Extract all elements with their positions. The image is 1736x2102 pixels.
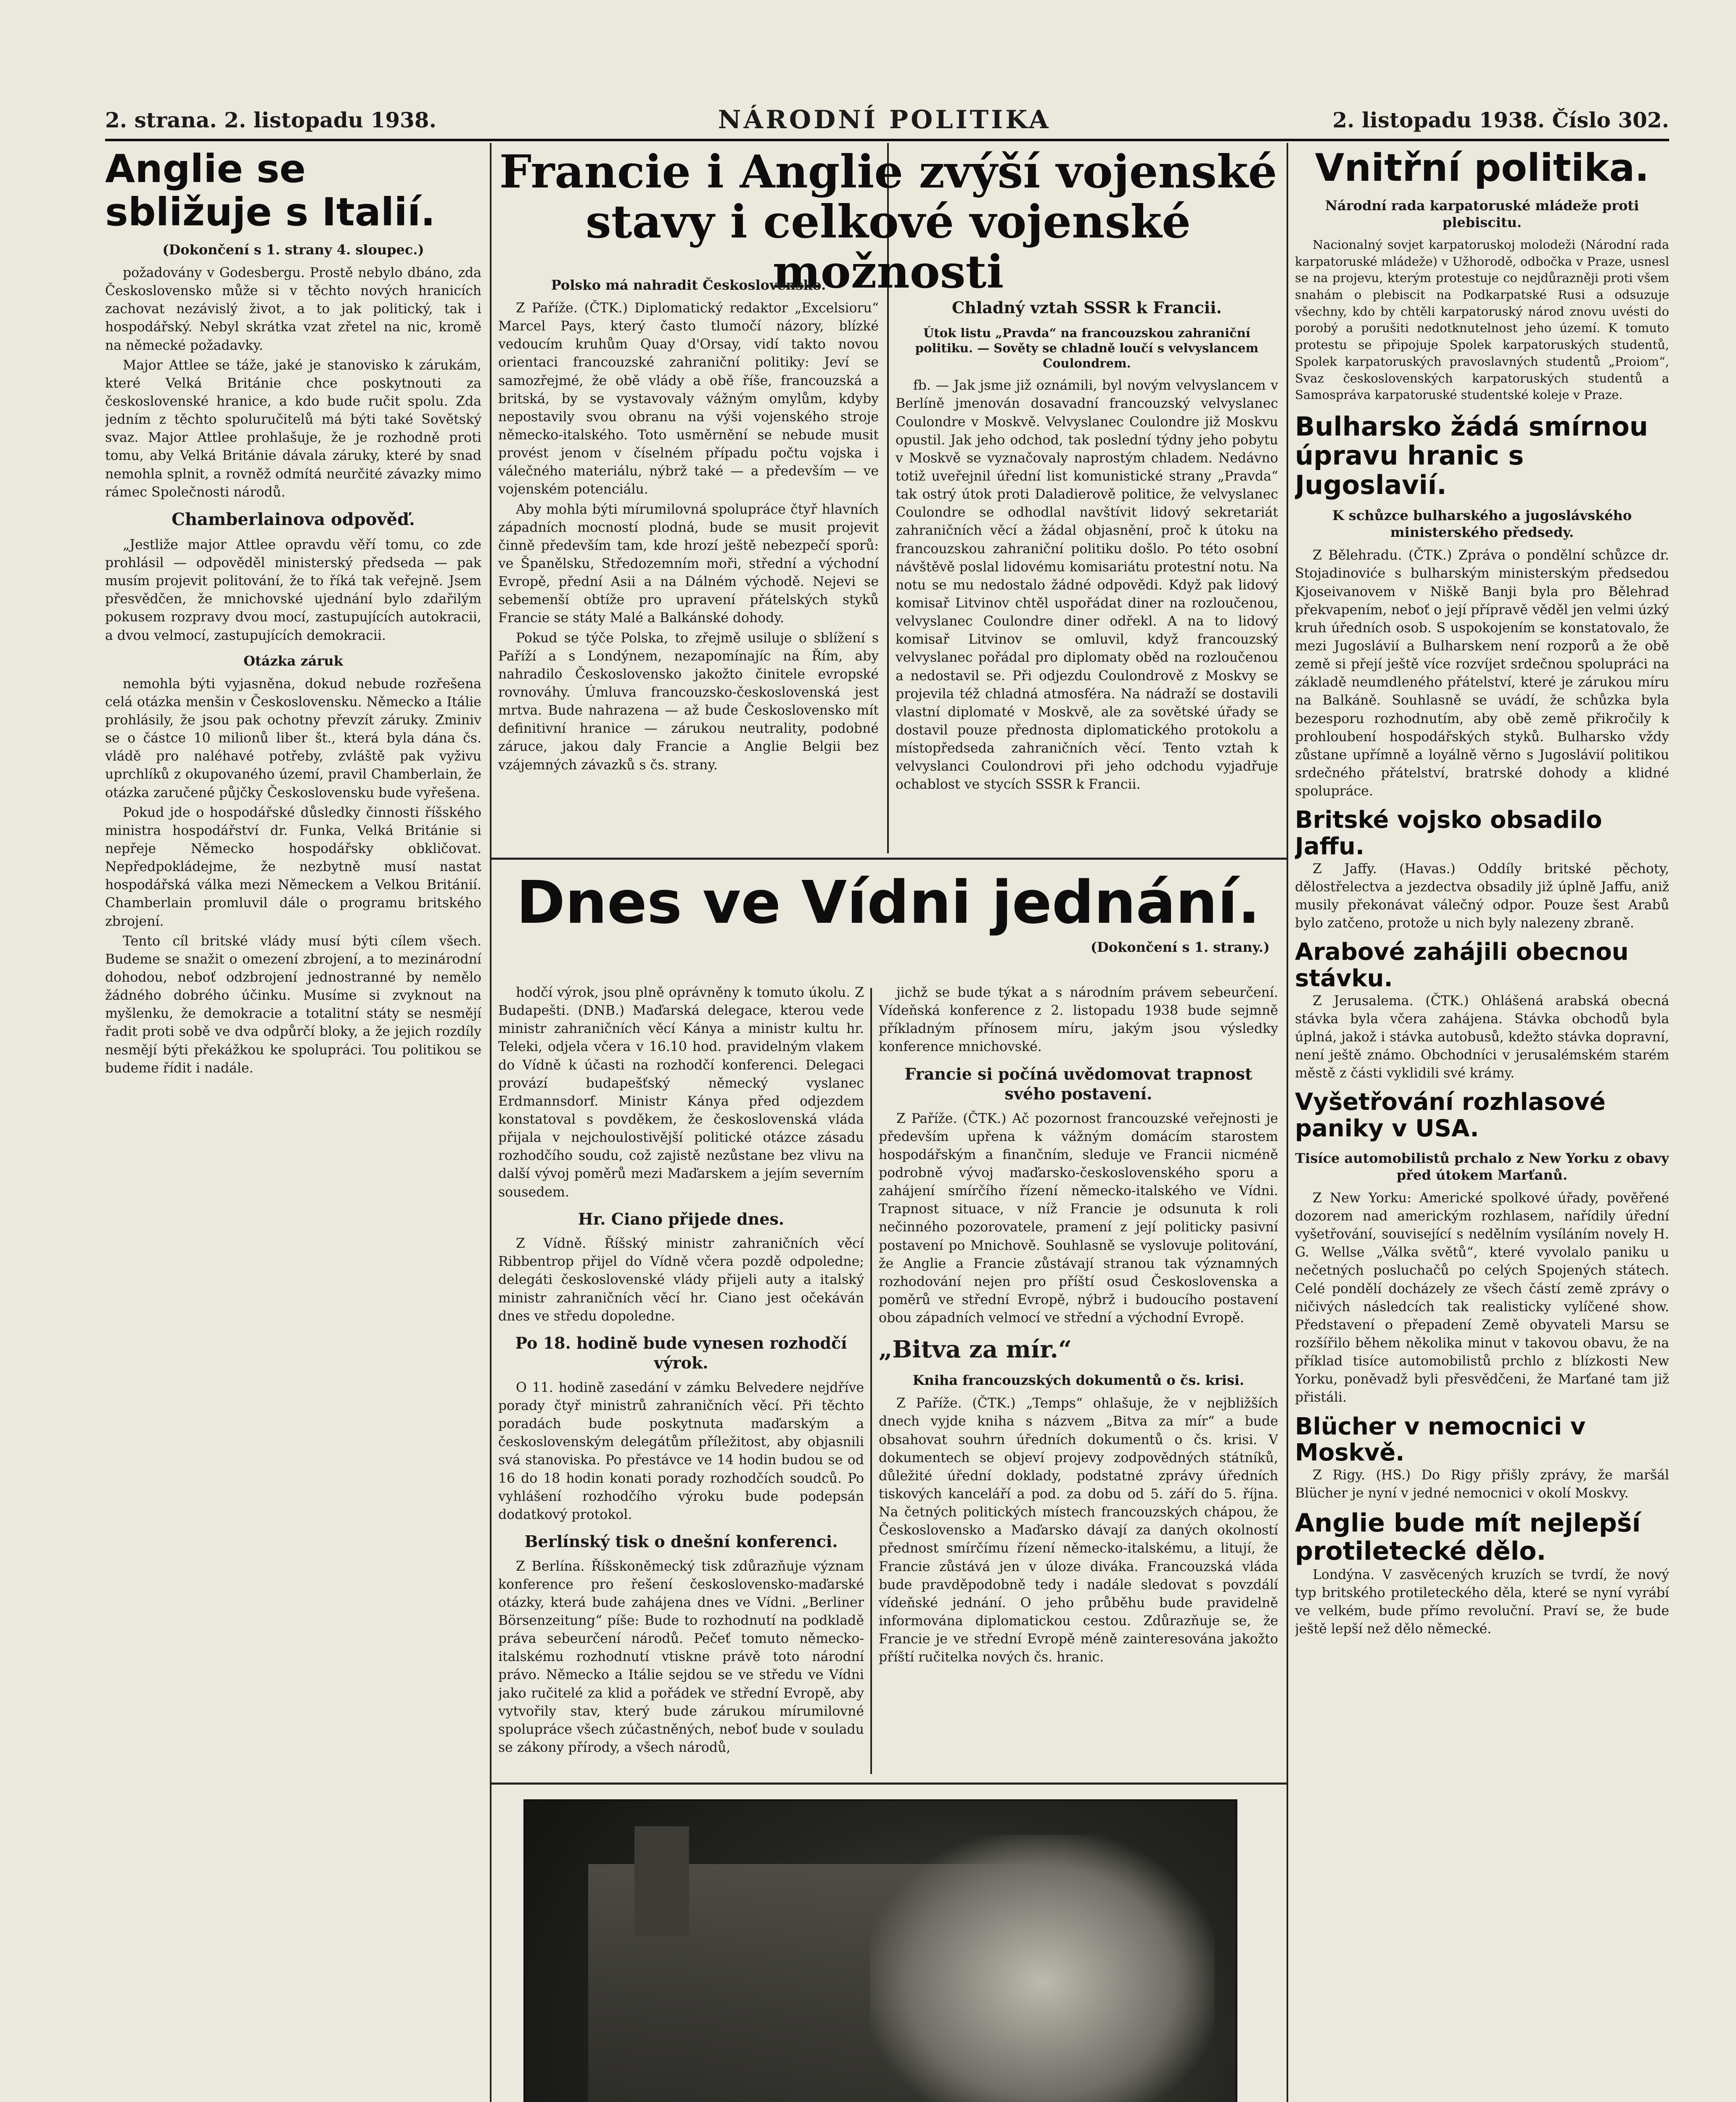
paragraph: O 11. hodině zasedání v zámku Belvedere nejdříve porady čtyř ministrů zahraničních věcí. Při těchto poradách bude poskytnuta maďarským a československým delegátům příležitost, aby objasnili svá stanoviska. Po přestávce ve 14 hodin budou se od 16 do 18 hodin konati porady rozhodčích soudců. Po vyhlášení rozhodčího výroku bude podepsán dodatkový protokol. bbox=[498, 1380, 864, 1522]
section-rule bbox=[490, 1782, 1287, 1785]
subheading: „Bitva za mír.“ bbox=[879, 1336, 1072, 1364]
section-rule bbox=[490, 858, 1287, 860]
subheading: Chladný vztah SSSR k Francii. bbox=[952, 298, 1222, 317]
paragraph: hodčí výrok, jsou plně oprávněny k tomuto úkolu. Z Budapešti. (DNB.) Maďarská delegace, kterou vede ministr zahraničních věcí Kánya a ministr kultu hr. Teleki, odjela včera v 16.10 hod. pravidelným vlakem do Vídně k účasti na rozhodčí konferenci. Delegaci provází budapešťský německý vyslanec Erdmannsdorf. Ministr Kánya před odjezdem konstatoval s povděkem, že československá vláda přijala v nejchoulostivější politické otázce zásadu rozhodčího soudu, což zajistě nezůstane bez vlivu na další vývoj poměrů mezi Maďarskem a jejím severním sousedem. bbox=[498, 985, 864, 1200]
headline: Vyšetřování rozhlasové paniky v USA. bbox=[1295, 1088, 1606, 1143]
paragraph: Z Rigy. (HS.) Do Rigy přišly zprávy, že maršál Blücher je nyní v jedné nemocnici v okolí Moskvy. bbox=[1295, 1467, 1669, 1501]
paragraph: Major Attlee se táže, jaké je stanovisko k zárukám, které Velká Británie chce poskytnouti za československé hranice, a kdo bude ručit spolu. Zda jedním z těchto spoluručitelů má býti také Sovětský svaz. Major Attlee prohlašuje, že je rozhodně proti tomu, aby Velká Británie dávala záruky, které by snad nemohla splnit, a rovněž odmítá neurčité závazky mimo rámec Společnosti národů. bbox=[105, 357, 481, 500]
paragraph: Z Jaffy. (Havas.) Oddíly britské pěchoty, dělostřelectva a jezdectva obsadily již úplně Jaffu, aniž musily překonávat válečný odpor. Pouze šest Arabů bylo zatčeno, protože u nich byly nalezeny zbraně. bbox=[1295, 861, 1669, 931]
paragraph: fb. — Jak jsme již oznámili, byl novým velvyslancem v Berlíně jmenován dosavadní francouzský velvyslanec Coulondre v Moskvě. Velvyslanec Coulondre již Moskvu opustil. Jak jeho odchod, tak poslední týdny jeho pobytu v Moskvě se vyznačovaly naprostým chladem. Nedávno totiž uveřejnil úřední list komunistické strany „Pravda“ tak ostrý útok proti Daladierově politice, že velvyslanec Coulondre se odhodlal navštívit lidový sekretariát zahraničních věcí a žádal objasnění, proč k útoku na francouzskou zahraniční politiku došlo. Po této osobní návštěvě poslal lidovému komisariátu protestní notu. Na notu se mu nedostalo žádné odpovědi. Když pak lidový komisař Litvinov chtěl uspořádat diner na rozloučenou, velvyslanec Coulondre diner odřekl. A na to lidový komisař Litvinov se omluvil, když francouzský velvyslanec pořádal pro diplomaty oběd na rozloučenou a nedostavil se. Při odjezdu Coulondrově z Moskvy se projevila též chladná atmosféra. Na nádraží se dostavili vlastní diplomaté v Moskvě, ale za sovětské úřady se dostavil pouze přednosta diplomatického protokolu a místopředseda zahraničních věcí. Tento vztah k velvyslanci Coulondrovi při jeho odchodu vyjadřuje ochablost ve stycích SSSR k Francii. bbox=[896, 378, 1278, 792]
paragraph: Z New Yorku: Americké spolkové úřady, pověřené dozorem nad americkým rozhlasem, nařídily úřední vyšetřování, související s nedělním vysíláním novely H. G. Wellse „Válka světů“, které vyvolalo paniku u nečetných posluchačů po celých Spojených státech. Celé pondělí docházely ze všech částí země zprávy o ničivých následcích tak realisticky vylíčené show. Představení o přepadení Země obyvateli Marsu se rozšířilo během několika minut v takovou obavu, že na příklad tisíce automobilistů prchlo z blízkosti New Yorku, poněvadž byli přesvědčeni, že Marťané tam již přistáli. bbox=[1295, 1190, 1669, 1405]
headline: Blücher v nemocnici v Moskvě. bbox=[1295, 1413, 1586, 1467]
article-sssr-francie bbox=[896, 290, 1278, 853]
subheading: K schůzce bulharského a jugoslávského ministerského předsedy. bbox=[1332, 507, 1632, 541]
continued-note: (Dokončení s 1. strany 4. sloupec.) bbox=[162, 242, 424, 258]
column-rule bbox=[870, 988, 872, 1774]
paragraph: požadovány v Godesbergu. Prostě nebylo dbáno, zda Československo může si v těchto nových hranicích zachovat nezávislý život, a to jak politický, tak i hospodářský. Nebyl skrátka vzat zřetel na nic, kromě na německé požadavky. bbox=[105, 265, 481, 353]
paragraph: Z Paříže. (ČTK.) Diplomatický redaktor „Excelsioru“ Marcel Pays, který často tlumočí názory, blízké vedoucím kruhům Quay d'Orsay, vidí takto novou orientaci francouzské zahraniční politiky: Jeví se samozřejmé, že obě vlády a obě říše, francouzská a britská, by se vystavovaly vážným omylům, kdyby nepostavily svou obranu na výši vojenského stroje německo-italského. Toto usměrnění se nebude musit provést jenom v číselném případu počtu vojska i válečného materiálu, nýbrž také — a především — ve vojenském potenciálu. bbox=[498, 301, 879, 497]
paragraph: Londýna. V zasvěcených kruzích se tvrdí, že nový typ britského protileteckého děla, které se nyní vyrábí ve velkém, bude přímo revoluční. Praví se, že bude ještě lepší než dělo německé. bbox=[1295, 1567, 1669, 1637]
masthead-left: 2. strana. 2. listopadu 1938. bbox=[105, 107, 436, 132]
subheading: Národní rada karpatoruské mládeže proti plebiscitu. bbox=[1325, 197, 1639, 230]
subheading: Chamberlainova odpověď. bbox=[172, 509, 415, 529]
fire-photo bbox=[523, 1799, 1237, 2102]
headline: Francie i Anglie zvýší vojenské stavy i celkové vojenské možnosti bbox=[499, 147, 1277, 298]
article-dnes-ve-vidni-b bbox=[879, 984, 1278, 1774]
photo-smoke bbox=[870, 1835, 1215, 2102]
masthead-title: NÁRODNÍ POLITIKA bbox=[718, 105, 1051, 135]
paragraph: Tento cíl britské vlády musí býti cílem všech. Budeme se snažit o omezení zbrojení, a to mezinárodní dohodou, neboť odzbrojení jednostranné by nemělo žádného dobrého účinku. Musíme si zvyknout na myšlenku, že demokracie a totalitní státy se nesmějí řadit proti sobě ve dva odpůrčí bloky, a že jejich rozdíly nesmějí býti překážkou ke spolupráci. Tou politikou se budeme řídit i nadále. bbox=[105, 933, 481, 1076]
article-anglie-italie bbox=[105, 147, 481, 2102]
paragraph: Pokud jde o hospodářské důsledky činnosti říšského ministra hospodářství dr. Funka, Velká Británie si nepřeje Německo hospodářsky obkličovat. Nepředpokládejme, že nezbytně musí nastat hospodářská válka mezi Německem a Velkou Británií. Chamberlain promluvil dále o programu britského zbrojení. bbox=[105, 805, 481, 929]
paragraph: Z Berlína. Říšskoněmecký tisk zdůrazňuje význam konference pro řešení československo-maďarské otázky, která bude zahájena dnes ve Vídni. „Berliner Börsenzeitung“ píše: Bude to rozhodnutí na podkladě práva sebeurčení národů. Pečeť tomuto německo-italskému rozhodnutí vtiskne právě toto národní právo. Německo a Itálie sejdou se ve středu ve Vídni jako ručitelé za klid a pořádek ve střední Evropě, aby vytvořily stav, který bude zárukou mírumilovné spolupráce všech zúčastněných, neboť bude v souladu se zákony přírody, a všech národů, bbox=[498, 1558, 864, 1755]
article-francie-anglie-body bbox=[498, 269, 879, 853]
paragraph: jichž se bude týkat a s národním právem sebeurčení. Vídeňská konference z 2. listopadu 1938 bude sejmně příkladným přínosem míru, jakým jsou výsledky konference mnichovské. bbox=[879, 985, 1278, 1055]
lead: Kniha francouzských dokumentů o čs. krisi. bbox=[912, 1372, 1245, 1389]
paragraph: Z Vídně. Říšský ministr zahraničních věcí Ribbentrop přijel do Vídně včera pozdě odpoledne; delegáti československé vlády přijeli auty a italský ministr zahraničních věcí hr. Ciano jest očekáván dnes ve středu dopoledne. bbox=[498, 1236, 864, 1324]
paragraph: Z Paříže. (ČTK.) „Temps“ ohlašuje, že v nejbližších dnech vyjde kniha s názvem „Bitva za mír“ a bude obsahovat souhrn úředních dokumentů o čs. krisi. V dokumentech se objeví projevy zodpovědných státníků, důležité úřední doklady, podstatné zprávy úředních tiskových kanceláří a pod. za dobu od 5. září do 5. října. Na četných politických místech francouzských chápou, že Československo a Maďarsko dávají za daných okolností přednost smírčímu řízení německo-italskému, a litují, že Francie zůstává jen v úloze diváka. Francouzská vláda bude pravděpodobně tedy i nadále sledovat s povzdálí vídeňské jednání. O jeho průběhu bude pravidelně informována diplomatickou cestou. Zdůrazňuje se, že Francie je ve střední Evropě méně zainteresována jakožto příští ručitelka nových čs. hranic. bbox=[879, 1396, 1278, 1665]
lead: Útok listu „Pravda“ na francouzskou zahraniční politiku. — Sověty se chladně loučí s velvyslancem Coulondrem. bbox=[915, 325, 1259, 370]
article-dnes-ve-vidni-a bbox=[498, 984, 864, 1774]
masthead-right: 2. listopadu 1938. Číslo 302. bbox=[1332, 107, 1669, 132]
masthead bbox=[105, 101, 1669, 141]
headline: Anglie se sbližuje s Italií. bbox=[105, 147, 436, 235]
subheading: Hr. Ciano přijede dnes. bbox=[578, 1209, 785, 1228]
headline: Britské vojsko obsadilo Jaffu. bbox=[1295, 806, 1602, 860]
continued-note: (Dokončení s 1. strany.) bbox=[1091, 939, 1270, 955]
paragraph: Pokud se týče Polska, to zřejmě usiluje o sblížení s Paříží a s Londýnem, nezapomínajíc na Řím, aby nahradilo Československo jakožto činitele evropské rovnováhy. Úmluva francouzsko-československá jest mrtva. Bude nahrazena — až bude Československo mít definitivní hranice — zárukou neutrality, podobné záruce, jakou daly Francie a Anglie Belgii bez vzájemných závazků s čs. strany. bbox=[498, 630, 879, 773]
column-rule bbox=[1287, 143, 1288, 2102]
subheading: Tisíce automobilistů prchalo z New Yorku z obavy před útokem Marťanů. bbox=[1295, 1150, 1669, 1183]
subheading: Francie si počíná uvědomovat trapnost svého postavení. bbox=[904, 1064, 1252, 1104]
headline: Bulharsko žádá smírnou úpravu hranic s Jugoslavií. bbox=[1295, 411, 1648, 500]
paragraph: Z Jerusalema. (ČTK.) Ohlášená arabská obecná stávka byla včera zahájena. Stávka obchodů byla úplná, jakož i stávka autobusů, kdežto stávka dopravní, není ještě známo. Obchodníci v jerusalémském starém městě z části vyklidili své krámy. bbox=[1295, 993, 1669, 1081]
headline: Arabové zahájili obecnou stávku. bbox=[1295, 938, 1629, 992]
paragraph: Nacionalný sovjet karpatoruskoj molodeži (Národní rada karpatoruské mládeže) v Užhorodě, odbočka v Praze, usnesl se na projevu, kterým protestuje co nejdůrazněji proti všem snahám o plebiscit na Podkarpatské Rusi a odsuzuje všechny, kdo by chtěli karpatoruský národ znovu uvésti do porobý a porušiti nedotknutelnost jeho území. K tomuto protestu se připojuje Spolek karpatoruských studentů, Spolek karpatoruských pravoslavných studentů „Proiom“, Svaz československých karpatoruských studentů a Samospráva karpatoruské studentské koleje v Praze. bbox=[1295, 237, 1669, 402]
subheading: Berlínský tisk o dnešní konferenci. bbox=[524, 1532, 838, 1551]
headline: Anglie bude mít nejlepší protiletecké dělo. bbox=[1295, 1508, 1641, 1566]
paragraph: „Jestliže major Attlee opravdu věří tomu, co zde prohlásil — odpověděl ministerský předseda — pak musím projevit politování, že to říká tak veřejně. Jsem přesvědčen, že mnichovské ujednání bylo zdařilým pokusem rozpravy dvou mocí, zastupujících autokracii, a dvou velmocí, zastupujících demokracii. bbox=[105, 537, 481, 643]
subheading: Po 18. hodině bude vynesen rozhodčí výrok. bbox=[515, 1333, 847, 1373]
headline: Dnes ve Vídni jednání. bbox=[516, 870, 1260, 937]
column-rule bbox=[490, 143, 491, 2102]
paragraph: nemohla býti vyjasněna, dokud nebude rozřešena celá otázka menšin v Československu. Německo a Itálie prohlásily, že jsou pak ochotny převzít záruky. Zminiv se o částce 10 milionů liber št., která byla dána čs. vládě pro naléhavé potřeby, zvláště pak vyživu uprchlíků z okupovaného území, pravil Chamberlain, že otázka zaručené půjčky Československu bude vyřešena. bbox=[105, 676, 481, 800]
photo-tower bbox=[634, 1826, 689, 1936]
subheading: Polsko má nahradit Československo. bbox=[551, 277, 826, 293]
paragraph: Z Paříže. (ČTK.) Ač pozornost francouzské veřejnosti je především upřena k vážným domácím starostem hospodářským a finančním, sleduje ve Francii nicméně podrobně vývoj maďarsko-československého sporu a zahájení smírčího řízení německo-italského ve Vídni. Trapnost situace, v níž Francie je odsunuta k roli nečinného pozorovatele, pramení z její politicky pasivní postavení po Mnichově. Souhlasně se vyslovuje politování, že Anglie a Francie zůstávají stranou tak významných rozhodování nejen pro příští osud Československa a poměrů ve střední Evropě, nýbrž i budoucího postavení obou západních velmocí ve střední a východní Evropě. bbox=[879, 1111, 1278, 1326]
section-headline: Vnitřní politika. bbox=[1315, 147, 1649, 190]
article-dnes-ve-vidni-head bbox=[498, 870, 1278, 975]
paragraph: Z Bělehradu. (ČTK.) Zpráva o pondělní schůzce dr. Stojadinoviće s bulharským ministerským předsedou Kjoseivanovem v Niškě Banji byla pro Bělehrad překvapením, neboť o její přípravě věděl jen velmi úzký kruh úředních osob. S uspokojením se konstatovalo, že mezi Jugoslávií a Bulharskem není rozporů a že obě země si přejí ještě více rozvíjet srdečnou spolupráci na základě neumdleného přátelství, které je zárukou míru na Balkáně. Souhlasně se uvádí, že schůzka byla bezesporu rozhodnutím, aby obě země přikročily k prohloubení hospodářských styků. Bulharsko vždy zůstane upřímně a loyálně věrno s Jugoslávií politikou srdečného přátelství, bratrské dohody a klidné spolupráce. bbox=[1295, 548, 1669, 799]
paragraph: Aby mohla býti mírumilovná spolupráce čtyř hlavních západních mocností plodná, bude se musit projevit činně především tam, kde hrozí ještě nebezpečí sporů: ve Španělsku, Středozemním moři, střední a východní Evropě, přední Asii a na Dálném východě. Nejevi se sebemenší obtíže pro upravení přátelských styků Francie se státy Malé a Balkánské dohody. bbox=[498, 502, 879, 626]
subheading: Otázka záruk bbox=[243, 652, 343, 669]
column-vnitrni-politika bbox=[1295, 147, 1669, 2102]
